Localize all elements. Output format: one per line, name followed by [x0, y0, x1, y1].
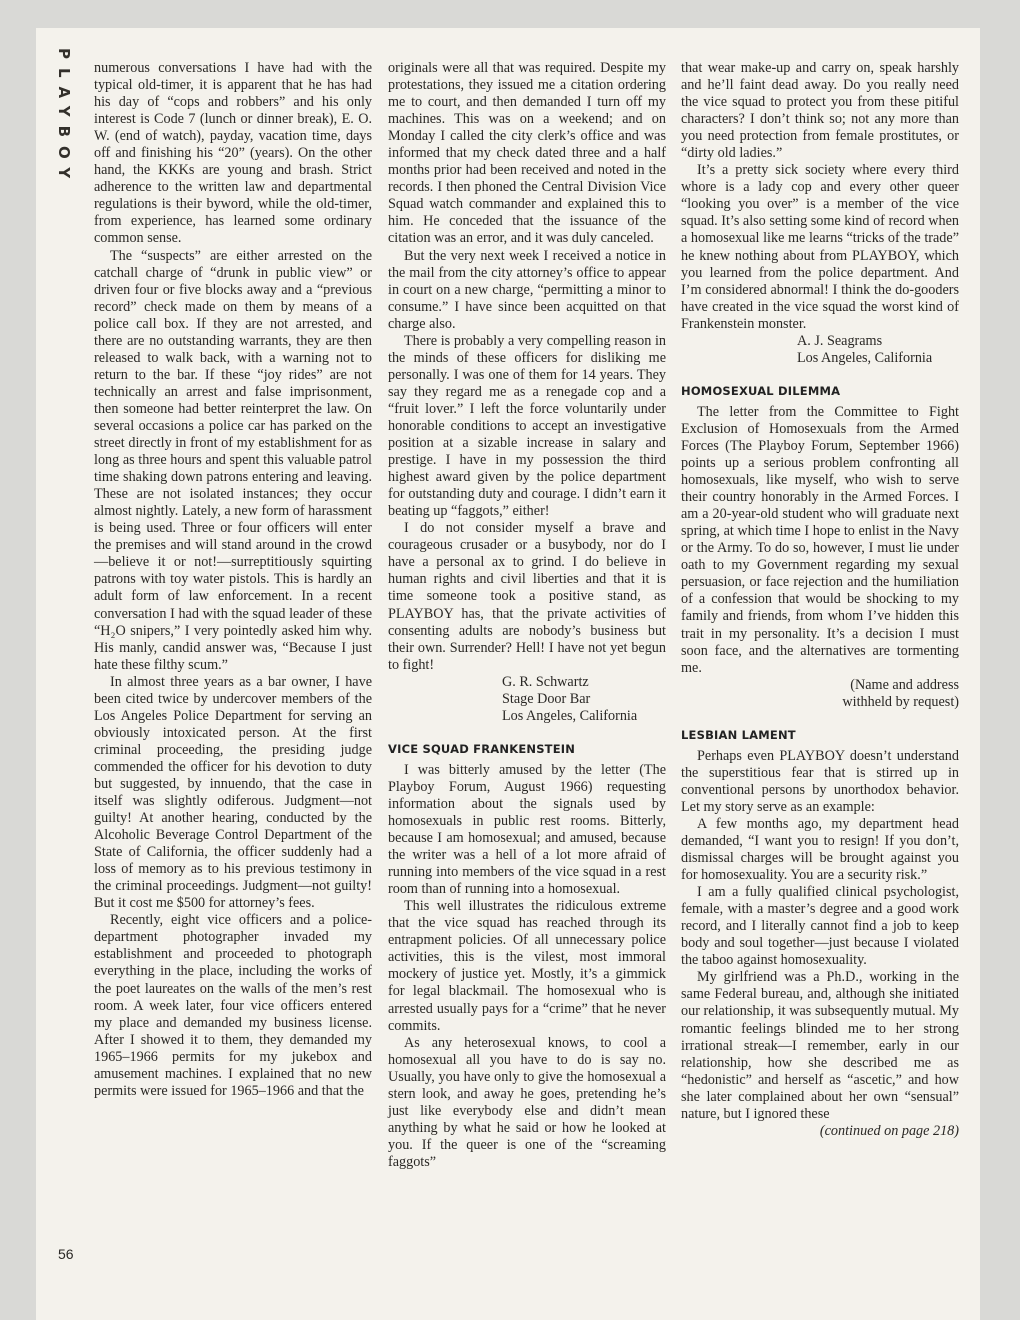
signature-name: A. J. Seagrams	[797, 332, 883, 349]
signature-line: (Name and address	[850, 676, 959, 693]
section-heading: LESBIAN LAMENT	[681, 727, 796, 742]
paragraph: The “suspects” are either arrested on the catchall charge of “drunk in public view” or driven four or five blocks away and a “previous record” check made on them by means of a police call box. If they are not arrested, and there are no outstanding warrants, they are then released to walk back, with a warning not to return to the bar. If these “joy rides” are not technically an arrest and false imprisonment, then someone had better reinterpret the law. On several occasions a police car has parked on the street directly in front of my establishment for as long as three hours and spent this valuable patrol time shaking down patrons entering and leaving. These are not isolated instances; they occur almost nightly. Lately, a new form of harassment is being used. Three or four officers will enter the premises and will stand around in the crowd—believe it or not!—surreptitiously squirting patrons with toy water pistols. This is hardly an adult form of law enforcement. In a recent conversation I had with the squad leader of these “H₂O snipers,” I very pointedly asked him why. His manly, candid answer was, “Because I just hate these filthy scum.”	[94, 247, 372, 673]
paragraph: But the very next week I received a notice in the mail from the city attorney’s office to appear in court on a new charge, “permitting a minor to consume.” I have since been acquitted on that charge also.	[388, 247, 666, 332]
signature-line: withheld by request)	[842, 693, 959, 710]
paragraph: Recently, eight vice officers and a police-department photographer invaded my establishment and proceeded to photograph everything in the place, including the works of the poet laureates on the walls of the men’s rest room. A week later, four vice officers entered my place and demanded my business license. After I showed it to them, they demanded my 1965–1966 permits for my jukebox and amusement machines. I explained that no new permits were issued for 1965–1966 and that the	[94, 912, 372, 1099]
paragraph: This well illustrates the ridiculous extreme that the vice squad has reached through its entrapment policies. Of all unnecessary police activities, this is the vilest, most immoral mockery of justice yet. Mostly, it’s a gimmick for legal blackmail. The homosexual who is arrested usually pays for a “crime” that he never commits.	[388, 898, 666, 1034]
paragraph: My girlfriend was a Ph.D., working in the same Federal bureau, and, although she initiated our relationship, it was subsequently mutual. My romantic feelings blinded me to her strong irrational streak—I remember, early in our relationship, how she described me as “hedonistic” and herself as “ascetic,” and how she later complained about her own “sensual” nature, but I ignored these	[681, 969, 959, 1122]
paragraph: Perhaps even PLAYBOY doesn’t understand the superstitious fear that is stirred up in conventional persons by unorthodox behavior. Let my story serve as an example:	[681, 747, 959, 815]
paragraph: As any heterosexual knows, to cool a homosexual all you have to do is say no. Usually, you have only to give the homosexual a stern look, and away he goes, pretending he’s just like everybody else and didn’t mean anything by what he said or how he looked at you. If the queer is one of the “screaming faggots”	[388, 1034, 666, 1170]
letter-signature	[681, 333, 959, 367]
paragraph: that wear make-up and carry on, speak harshly and he’ll faint dead away. Do you really need the vice squad to protect you from these pitiful characters? I don’t think so; not any more than you need protection from female prostitutes, or “dirty old ladies.”	[681, 60, 959, 162]
column-2	[388, 60, 666, 1171]
paragraph: I am a fully qualified clinical psychologist, female, with a master’s degree and a good work record, and I literally cannot find a job to keep body and soul together—just because I violated the taboo against homosexuality.	[681, 884, 959, 969]
page-number: 56	[58, 1246, 74, 1262]
signature-line: Los Angeles, California	[797, 349, 933, 366]
paragraph: In almost three years as a bar owner, I have been cited twice by undercover members of the Los Angeles Police Department for serving an obviously intoxicated person. At the first criminal proceeding, the presiding judge commended the officer for his devotion to duty but suggested, by innuendo, that the case in itself was slightly odiferous. Judgment—not guilty! At another hearing, conducted by the Alcoholic Beverage Control Department of the State of California, the officer suddenly had a loss of memory as to his previous testimony in the criminal proceedings. Judgment—not guilty! But it cost me $500 for attorney’s fees.	[94, 673, 372, 912]
section-heading: HOMOSEXUAL DILEMMA	[681, 383, 841, 398]
paragraph: I was bitterly amused by the letter (The Playboy Forum, August 1966) requesting information about the signals used by homosexuals in public rest rooms. Bitterly, because I am homosexual; and amused, because the writer was a hell of a lot more afraid of running into members of the vice squad in a rest room than of running into a homosexual.	[388, 761, 666, 898]
paragraph: I do not consider myself a brave and courageous crusader or a busybody, nor do I have a personal ax to grind. I do believe in human rights and civil liberties and that it is time someone took a positive stand, as PLAYBOY has, that the private activities of consenting adults are nobody’s business but their own. Surrender? Hell! I have not yet begun to fight!	[388, 520, 666, 673]
signature-name: G. R. Schwartz	[502, 673, 589, 690]
withheld-signature	[681, 677, 959, 711]
column-3	[681, 60, 959, 1140]
paragraph: There is probably a very compelling reason in the minds of these officers for disliking me personally. I was one of them for 14 years. They say they regard me as a renegade cop and a “fruit lover.” I left the force voluntarily under honorable conditions to accept an investigative position at a sizable increase in salary and prestige. I have in my possession the third highest award given by the police department for outstanding duty and courage. I didn’t earn it beating up “faggots,” either!	[388, 332, 666, 520]
continued-note: (continued on page 218)	[819, 1122, 959, 1139]
paragraph: It’s a pretty sick society where every third whore is a lady cop and every other queer “looking you over” is a member of the vice squad. It’s also setting some kind of record when a homosexual like me learns “tricks of the trade” he knew nothing about from PLAYBOY, which you learned from the police department. And I’m considered abnormal! I think the do-gooders have created in the vice squad the worst kind of Frankenstein monster.	[681, 162, 959, 332]
section-heading: VICE SQUAD FRANKENSTEIN	[388, 741, 576, 756]
masthead	[51, 48, 76, 62]
column-1	[94, 60, 372, 1100]
letter-signature	[388, 674, 666, 725]
paragraph: A few months ago, my department head demanded, “I want you to resign! If you don’t, dismissal charges will be brought against you for homosexuality. You are a security risk.”	[681, 815, 959, 884]
paragraph: originals were all that was required. Despite my protestations, they issued me a citation ordering me to court, and then demanded I turn off my machines. This was on a weekend; and on Monday I called the city clerk’s office and was informed that my check dated three and a half months prior had been received and noted in the records. I then phoned the Central Division Vice Squad watch commander and explained this to him. He conceded that the issuance of the citation was an error, and it was duly canceled.	[388, 60, 666, 247]
paragraph: numerous conversations I have had with the typical old-timer, it is apparent that he has had his day of “cops and robbers” and his only interest is Code 7 (lunch or dinner break), E. O. W. (end of watch), payday, vacation time, days off and finishing his “20” (years). On the other hand, the KKKs are young and brash. Strict adherence to the written law and departmental regulations is their byword, while the old-timer, from experience, has learned some ordinary common sense.	[94, 60, 372, 247]
paragraph: The letter from the Committee to Fight Exclusion of Homosexuals from the Armed Forces (The Playboy Forum, September 1966) points up a serious problem confronting all homosexuals, like myself, who wish to serve their country honorably in the Armed Forces. I am a 20-year-old student who will graduate next spring, at which time I hope to enlist in the Navy or the Army. To do so, however, I must lie under oath to my Government regarding my sexual persuasion, or face rejection and the humiliation of a confession that would be shocking to my family and friends, from whom I’ve hidden this trait in my personality. It’s a decision I must soon face, and the alternatives are tormenting me.	[681, 403, 959, 676]
signature-line: Stage Door Bar	[502, 690, 591, 707]
signature-line: Los Angeles, California	[502, 707, 638, 724]
